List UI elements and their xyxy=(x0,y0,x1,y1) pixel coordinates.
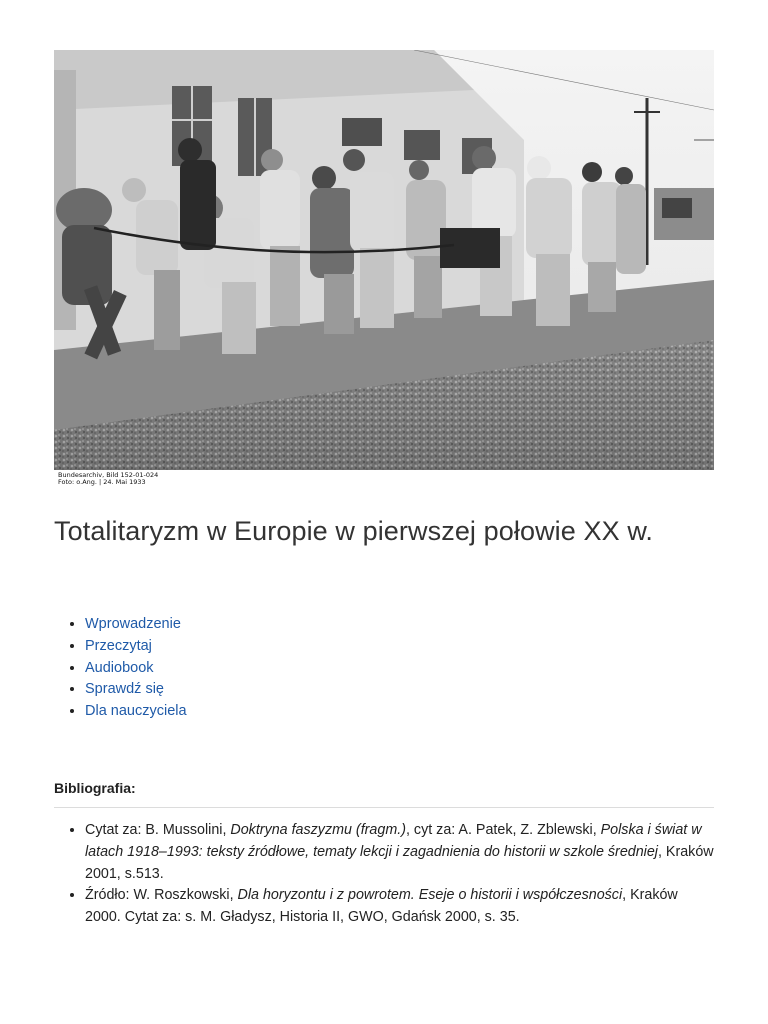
entry-suffix: , Kraków 2001, s.513. xyxy=(85,843,714,882)
nav-link-przeczytaj[interactable]: Przeczytaj xyxy=(85,637,152,654)
bibliography-heading: Bibliografia: xyxy=(54,780,136,796)
nav-link-sprawdz-sie[interactable]: Sprawdź się xyxy=(85,681,164,698)
nav-link-dla-nauczyciela[interactable]: Dla nauczyciela xyxy=(85,703,187,720)
nav-list-item xyxy=(85,658,187,680)
nav-list-item xyxy=(85,614,187,636)
nav-list-item xyxy=(85,636,187,658)
page-title: Totalitaryzm w Europie w pierwszej połowie XX w. xyxy=(54,516,654,546)
photo-credit xyxy=(58,472,158,486)
entry-prefix: Źródło: W. Roszkowski, xyxy=(85,887,238,904)
entry-work-title: Dla horyzontu i z powrotem. Eseje o historii i współczesności xyxy=(237,887,623,904)
entry-middle: , cyt za: A. Patek, Z. Zblewski, xyxy=(405,822,601,838)
nav-link-audiobook[interactable]: Audiobook xyxy=(85,659,154,676)
entry-prefix: Cytat za: B. Mussolini, xyxy=(85,822,231,838)
nav-list-item xyxy=(85,679,187,701)
hero-photo xyxy=(54,50,714,487)
nav-link-wprowadzenie[interactable]: Wprowadzenie xyxy=(85,616,181,632)
section-nav xyxy=(54,614,187,723)
photo-credit-line-2: Foto: o.Ang. | 24. Mai 1933 xyxy=(58,478,146,486)
divider xyxy=(54,807,714,808)
entry-source-title: Polska i świat w latach 1918–1993: teksty źródłowe, tematy lekcji i zagadnienia do historii w szkole średniej xyxy=(85,822,702,860)
nav-list-item xyxy=(85,701,187,723)
bibliography-entry xyxy=(85,885,714,929)
entry-suffix: , Kraków 2000. Cytat za: s. M. Gładysz, Historia II, GWO, Gdańsk 2000, s. 35. xyxy=(85,887,678,926)
entry-work-title: Doktryna faszyzmu (fragm.) xyxy=(230,822,406,838)
hero-photo-image xyxy=(54,50,714,487)
photo-credit-line-1: Bundesarchiv, Bild 152-01-024 xyxy=(58,471,159,479)
bibliography-list xyxy=(54,820,714,929)
bibliography-entry xyxy=(85,820,714,885)
